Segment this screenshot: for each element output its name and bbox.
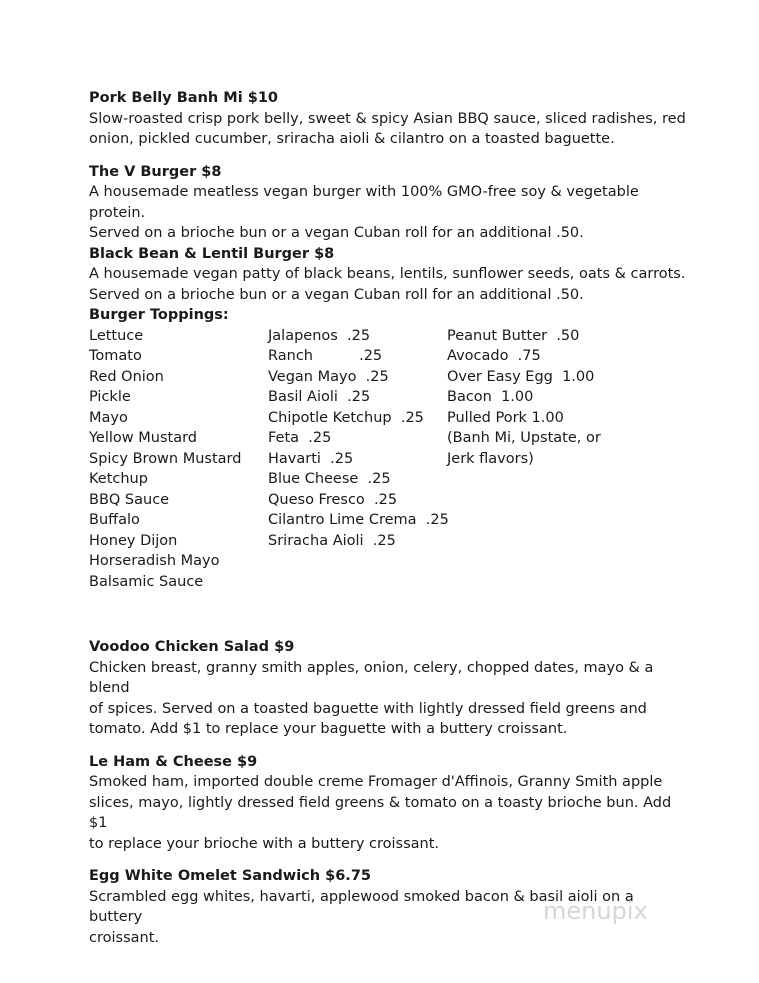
topping: Honey Dijon [89,532,178,549]
topping: Tomato [89,348,142,364]
topping: Ranch .25 [268,348,383,364]
topping: Queso Fresco .25 [268,491,398,508]
topping: (Banh Mi, Upstate, or [447,430,601,446]
topping: Over Easy Egg 1.00 [447,368,595,385]
item-title: Voodoo Chicken Salad $9 [89,639,295,655]
topping: Vegan Mayo .25 [268,368,389,385]
menu-item-le-ham-cheese [89,752,689,855]
topping: Lettuce [89,327,144,344]
item-description-line: tomato. Add $1 to replace your baguette with a buttery croissant. [89,721,568,737]
item-description-line: A housemade vegan patty of black beans, lentils, sunflower seeds, oats & carrots. [89,266,686,282]
topping: Ketchup [89,471,148,487]
burger-toppings-list [89,326,689,593]
topping: Avocado .75 [447,348,541,364]
item-description-line: Smoked ham, imported double creme Fromager d'Affinois, Granny Smith apple [89,774,663,790]
topping: Balsamic Sauce [89,573,204,590]
topping: Pulled Pork 1.00 [447,409,564,426]
topping: Sriracha Aioli .25 [268,532,396,549]
menu-item-black-bean-lentil-burger [89,244,689,306]
topping: Chipotle Ketchup .25 [268,409,424,426]
item-description-line: of spices. Served on a toasted baguette with lightly dressed field greens and [89,700,647,717]
item-title: Le Ham & Cheese $9 [89,753,258,770]
topping: Jerk flavors) [447,450,534,467]
item-title: The V Burger $8 [89,163,222,180]
toppings-column-25 [268,326,447,593]
topping: Yellow Mustard [89,430,197,446]
item-description-line: Slow-roasted crisp pork belly, sweet & spicy Asian BBQ sauce, sliced radishes, red [89,110,686,127]
menu-item-v-burger [89,162,689,244]
item-description-line: croissant. [89,929,159,946]
topping: Buffalo [89,512,140,528]
topping: Blue Cheese .25 [268,471,391,487]
topping: Cilantro Lime Crema .25 [268,512,449,528]
topping: Jalapenos .25 [268,327,371,344]
item-description-line: Served on a brioche bun or a vegan Cuban roll for an additional .50. [89,286,584,303]
item-title: Pork Belly Banh Mi $10 [89,90,279,106]
item-description-line: Chicken breast, granny smith apples, onion, celery, chopped dates, mayo & a blend [89,659,654,696]
item-description-line: onion, pickled cucumber, sriracha aioli & cilantro on a toasted baguette. [89,131,615,147]
topping: Spicy Brown Mustard [89,450,242,467]
item-description-line: to replace your brioche with a buttery croissant. [89,835,440,852]
topping: Peanut Butter .50 [447,327,580,344]
item-title: Black Bean & Lentil Burger $8 [89,245,335,262]
topping: Basil Aioli .25 [268,389,371,405]
item-title: Egg White Omelet Sandwich $6.75 [89,868,371,884]
topping: Pickle [89,389,131,405]
topping: Bacon 1.00 [447,389,534,405]
topping: Mayo [89,409,128,426]
item-description-line: slices, mayo, lightly dressed field greens & tomato on a toasty brioche bun. Add $1 [89,794,672,831]
item-description-line: A housemade meatless vegan burger with 100% GMO-free soy & vegetable protein. [89,184,639,221]
burger-toppings-title: Burger Toppings: [89,307,229,323]
topping: Feta .25 [268,430,332,446]
topping: Red Onion [89,368,164,385]
toppings-column-premium [447,326,667,593]
topping: Horseradish Mayo [89,553,220,569]
menupix-watermark: menupix [543,897,648,925]
item-description-line: Served on a brioche bun or a vegan Cuban roll for an additional .50. [89,225,584,241]
menu-page [89,88,689,948]
topping: Havarti .25 [268,450,354,467]
menu-item-voodoo-chicken-salad [89,637,689,740]
topping: BBQ Sauce [89,491,170,508]
item-description-line: Scrambled egg whites, havarti, applewood smoked bacon & basil aioli on a buttery [89,888,634,925]
toppings-column-free [89,326,268,593]
menu-item-pork-belly-banh-mi [89,88,689,150]
